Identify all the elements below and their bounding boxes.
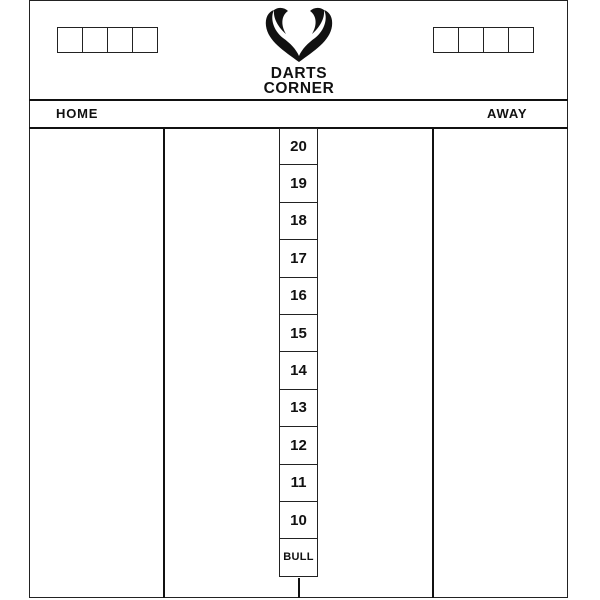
brand-name-line-1: DARTS xyxy=(270,65,328,82)
target-cell-10: 10 xyxy=(279,502,318,539)
target-cell-16: 16 xyxy=(279,278,318,315)
target-cell-15: 15 xyxy=(279,315,318,352)
header-divider xyxy=(29,99,568,101)
target-cell-bull: BULL xyxy=(279,539,318,576)
brand-name-line-2: CORNER xyxy=(263,80,335,97)
target-cell-18: 18 xyxy=(279,203,318,240)
target-cell-13: 13 xyxy=(279,390,318,427)
target-cell-11: 11 xyxy=(279,465,318,502)
away-score-box-4[interactable] xyxy=(508,27,534,53)
away-score-box-3[interactable] xyxy=(483,27,509,53)
away-score-box-1[interactable] xyxy=(433,27,459,53)
home-score-box-4[interactable] xyxy=(132,27,158,53)
away-column-divider xyxy=(432,128,434,598)
home-score-box-3[interactable] xyxy=(107,27,133,53)
target-cell-17: 17 xyxy=(279,240,318,277)
target-cell-19: 19 xyxy=(279,165,318,202)
dartboard-crest-icon xyxy=(262,6,336,62)
away-label: AWAY xyxy=(487,106,528,121)
away-score-box-2[interactable] xyxy=(458,27,484,53)
home-column-divider xyxy=(163,128,165,598)
target-number-column xyxy=(279,128,318,577)
home-score-boxes xyxy=(57,27,157,54)
home-score-box-1[interactable] xyxy=(57,27,83,53)
center-stem-divider xyxy=(298,578,300,598)
home-label: HOME xyxy=(56,106,99,121)
home-score-box-2[interactable] xyxy=(82,27,108,53)
target-cell-12: 12 xyxy=(279,427,318,464)
away-score-boxes xyxy=(433,27,533,54)
target-cell-14: 14 xyxy=(279,352,318,389)
target-cell-20: 20 xyxy=(279,128,318,165)
scoreboard-top-edge xyxy=(29,0,568,1)
